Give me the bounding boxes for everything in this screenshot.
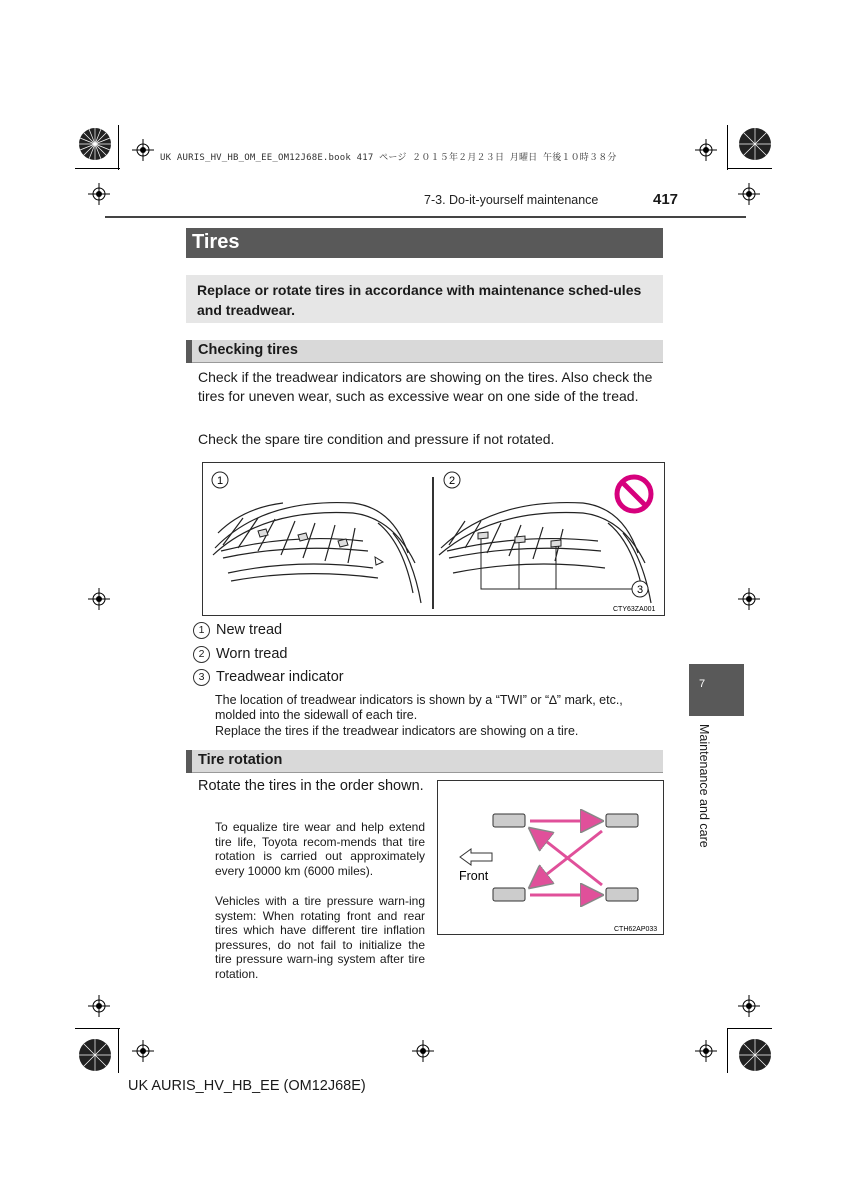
tread-figure <box>202 462 665 616</box>
callout-3: 3 <box>636 584 644 596</box>
tire-front-right <box>606 814 638 827</box>
intro-text: Replace or rotate tires in accordance with maintenance sched-ules and treadwear. <box>197 282 642 318</box>
crop-mark <box>727 1028 772 1029</box>
tire-rotation-heading <box>186 750 663 773</box>
no-entry-icon <box>617 477 651 511</box>
callout-1: 1 <box>216 475 224 487</box>
rotation-paragraph: Rotate the tires in the order shown. <box>198 778 424 794</box>
checking-paragraph-1: Check if the treadwear indicators are showing on the tires. Also check the tires for uneven wear, such as excessive wear on one side of the tread. <box>198 369 653 404</box>
crosshair-mark-icon <box>412 1040 434 1062</box>
tire-front-left <box>493 814 525 827</box>
registration-target-icon <box>738 1038 772 1072</box>
legend-item <box>193 669 344 686</box>
crop-mark <box>75 1028 120 1029</box>
heading-text: Tire rotation <box>198 752 283 768</box>
page-title: Tires <box>192 231 240 253</box>
front-arrow-icon <box>460 849 492 865</box>
callout-2: 2 <box>448 475 456 487</box>
legend-text: Treadwear indicator <box>216 669 344 685</box>
legend-text: New tread <box>216 622 283 638</box>
crop-mark <box>118 125 119 170</box>
crop-mark <box>75 168 120 169</box>
intro-box <box>186 275 663 323</box>
crosshair-mark-icon <box>738 995 760 1017</box>
chapter-number: 7 <box>699 678 706 690</box>
section-title: 7-3. Do-it-yourself maintenance <box>424 193 599 207</box>
print-info-line: UK AURIS_HV_HB_OM_EE_OM12J68E.book 417 ページ ２０１５年２月２３日 月曜日 午後１０時３８分 <box>160 153 617 163</box>
crosshair-mark-icon <box>132 139 154 161</box>
rotation-diagram <box>438 781 663 934</box>
header-rule <box>105 216 746 218</box>
front-label: Front <box>459 869 489 883</box>
crop-mark <box>118 1028 119 1073</box>
crosshair-mark-icon <box>132 1040 154 1062</box>
treadwear-note-1: The location of treadwear indicators is shown by a “TWI” or “∆” mark, etc., molded into the sidewall of each tire. <box>215 693 623 722</box>
tire-rear-left <box>493 888 525 901</box>
page-number: 417 <box>653 191 679 208</box>
legend-item <box>193 646 287 663</box>
crosshair-mark-icon <box>88 183 110 205</box>
rotation-note-2: Vehicles with a tire pressure warn-ing system: When rotating front and rear tires which have different tire inflation pressures, do not fail to initialize the tire pressure warn-ing system after tire rotation. <box>215 894 425 981</box>
figure-code: CTH62AP033 <box>614 926 658 933</box>
page-title-bar <box>186 228 663 258</box>
registration-target-icon <box>78 1038 112 1072</box>
crosshair-mark-icon <box>738 588 760 610</box>
footer-text: UK AURIS_HV_HB_EE (OM12J68E) <box>128 1078 366 1094</box>
figure-code: CTY63ZA001 <box>613 606 656 613</box>
checking-tires-heading <box>186 340 663 363</box>
crop-mark <box>727 1028 728 1073</box>
crosshair-mark-icon <box>88 995 110 1017</box>
legend-number: 2 <box>193 646 210 663</box>
legend-number: 3 <box>193 669 210 686</box>
tread-illustration <box>203 463 664 615</box>
legend-text: Worn tread <box>216 646 288 662</box>
chapter-tab <box>689 664 744 716</box>
rotation-figure <box>437 780 664 935</box>
crosshair-mark-icon <box>88 588 110 610</box>
crosshair-mark-icon <box>695 139 717 161</box>
crosshair-mark-icon <box>695 1040 717 1062</box>
registration-target-icon <box>738 127 772 161</box>
crop-mark <box>727 125 728 170</box>
legend-item <box>193 622 282 639</box>
legend-number: 1 <box>193 622 210 639</box>
registration-target-icon <box>78 127 112 161</box>
tire-rear-right <box>606 888 638 901</box>
treadwear-note-2: Replace the tires if the treadwear indicators are showing on a tire. <box>215 724 579 738</box>
rotation-note-1: To equalize tire wear and help extend tire life, Toyota recom-mends that tire rotation is carried out approximately every 10000 km (6000 miles). <box>215 820 425 878</box>
chapter-label: Maintenance and care <box>697 724 711 848</box>
crosshair-mark-icon <box>738 183 760 205</box>
checking-paragraph-2: Check the spare tire condition and pressure if not rotated. <box>198 431 555 447</box>
crop-mark <box>727 168 772 169</box>
heading-text: Checking tires <box>198 342 298 358</box>
